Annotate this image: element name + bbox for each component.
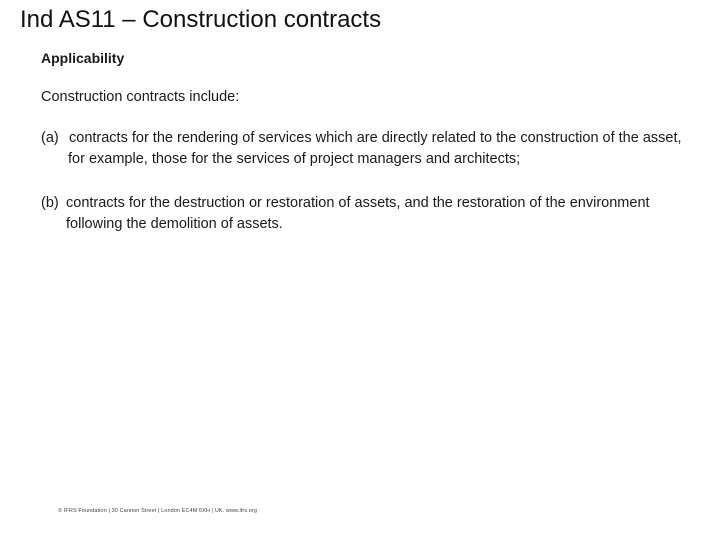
list-item-b xyxy=(41,193,701,235)
list-marker-b: (b) xyxy=(41,195,59,211)
section-heading: Applicability xyxy=(41,50,125,66)
list-marker-a: (a) xyxy=(41,130,59,146)
slide-content xyxy=(41,48,701,258)
slide-title: Ind AS11 – Construction contracts xyxy=(20,6,382,33)
footer-copyright: © IFRS Foundation | 30 Cannon Street | London EC4M 6XH | UK. www.ifrs.org xyxy=(58,508,258,514)
list-text-a: contracts for the rendering of services which are directly related to the construction of the asset, for example, those for the services of project managers and architects; xyxy=(68,130,682,167)
list-item-a xyxy=(41,128,701,170)
intro-paragraph: Construction contracts include: xyxy=(41,89,240,105)
list-text-b: contracts for the destruction or restoration of assets, and the restoration of the environment following the demolition of assets. xyxy=(66,195,650,232)
